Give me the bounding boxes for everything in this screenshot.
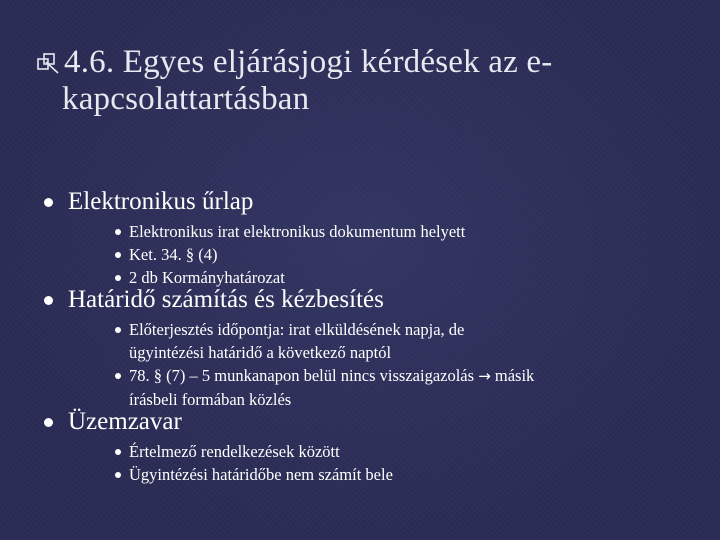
bullet-label: Határidő számítás és kézbesítés [68,286,384,313]
bullet-dot [44,198,53,207]
title-line-2: kapcsolattartásban [62,81,310,117]
sub-bullet-text-line-2: írásbeli formában közlés [129,390,292,409]
sub-bullet [108,440,694,463]
bullet-label: Üzemzavar [68,408,182,435]
title-text-1: 4.6. Egyes eljárásjogi kérdések az e- [64,44,553,80]
sub-bullet [108,220,694,243]
slide-title [36,44,696,118]
sub-bullet-dot [115,252,121,258]
arrow-right-icon: → [478,367,491,385]
sub-list-3 [44,440,694,486]
sub-bullet [108,318,694,364]
sub-bullet-text-line-1: Előterjesztés időpontja: irat elküldésének napja, de [129,320,465,339]
sub-bullet-text-line-2: ügyintézési határidő a következő naptól [129,343,392,362]
sub-bullet-dot [115,449,121,455]
sub-list-2 [44,318,694,411]
bullet-uzemzavar [44,406,694,438]
sub-bullet-text-part-2: másik [494,366,535,385]
bullet-label: Elektronikus űrlap [68,188,254,215]
sub-bullet [108,364,694,411]
bullet-elektronikus-urlap [44,186,694,218]
stacked-squares-icon [36,52,62,74]
sub-bullet-dot [115,472,121,478]
sub-bullet-text: Ket. 34. § (4) [129,245,218,264]
sub-list-1 [44,220,694,289]
title-line-1 [36,44,696,81]
sub-bullet-dot [115,373,121,379]
sub-bullet-text-part-1: 78. § (7) – 5 munkanapon belül nincs visszaigazolás [129,366,475,385]
sub-bullet-text: Értelmező rendelkezések között [129,442,340,461]
bullet-dot [44,296,53,305]
sub-bullet [108,243,694,266]
sub-bullet-text: 2 db Kormányhatározat [129,268,285,287]
sub-bullet-dot [115,275,121,281]
sub-bullet-text: Elektronikus irat elektronikus dokumentum helyett [129,222,466,241]
bullet-list [44,186,694,486]
sub-bullet [108,463,694,486]
sub-bullet-dot [115,229,121,235]
bullet-dot [44,418,53,427]
sub-bullet-dot [115,327,121,333]
bullet-hatarido-szamitas [44,284,694,316]
sub-bullet-text: Ügyintézési határidőbe nem számít bele [129,465,393,484]
